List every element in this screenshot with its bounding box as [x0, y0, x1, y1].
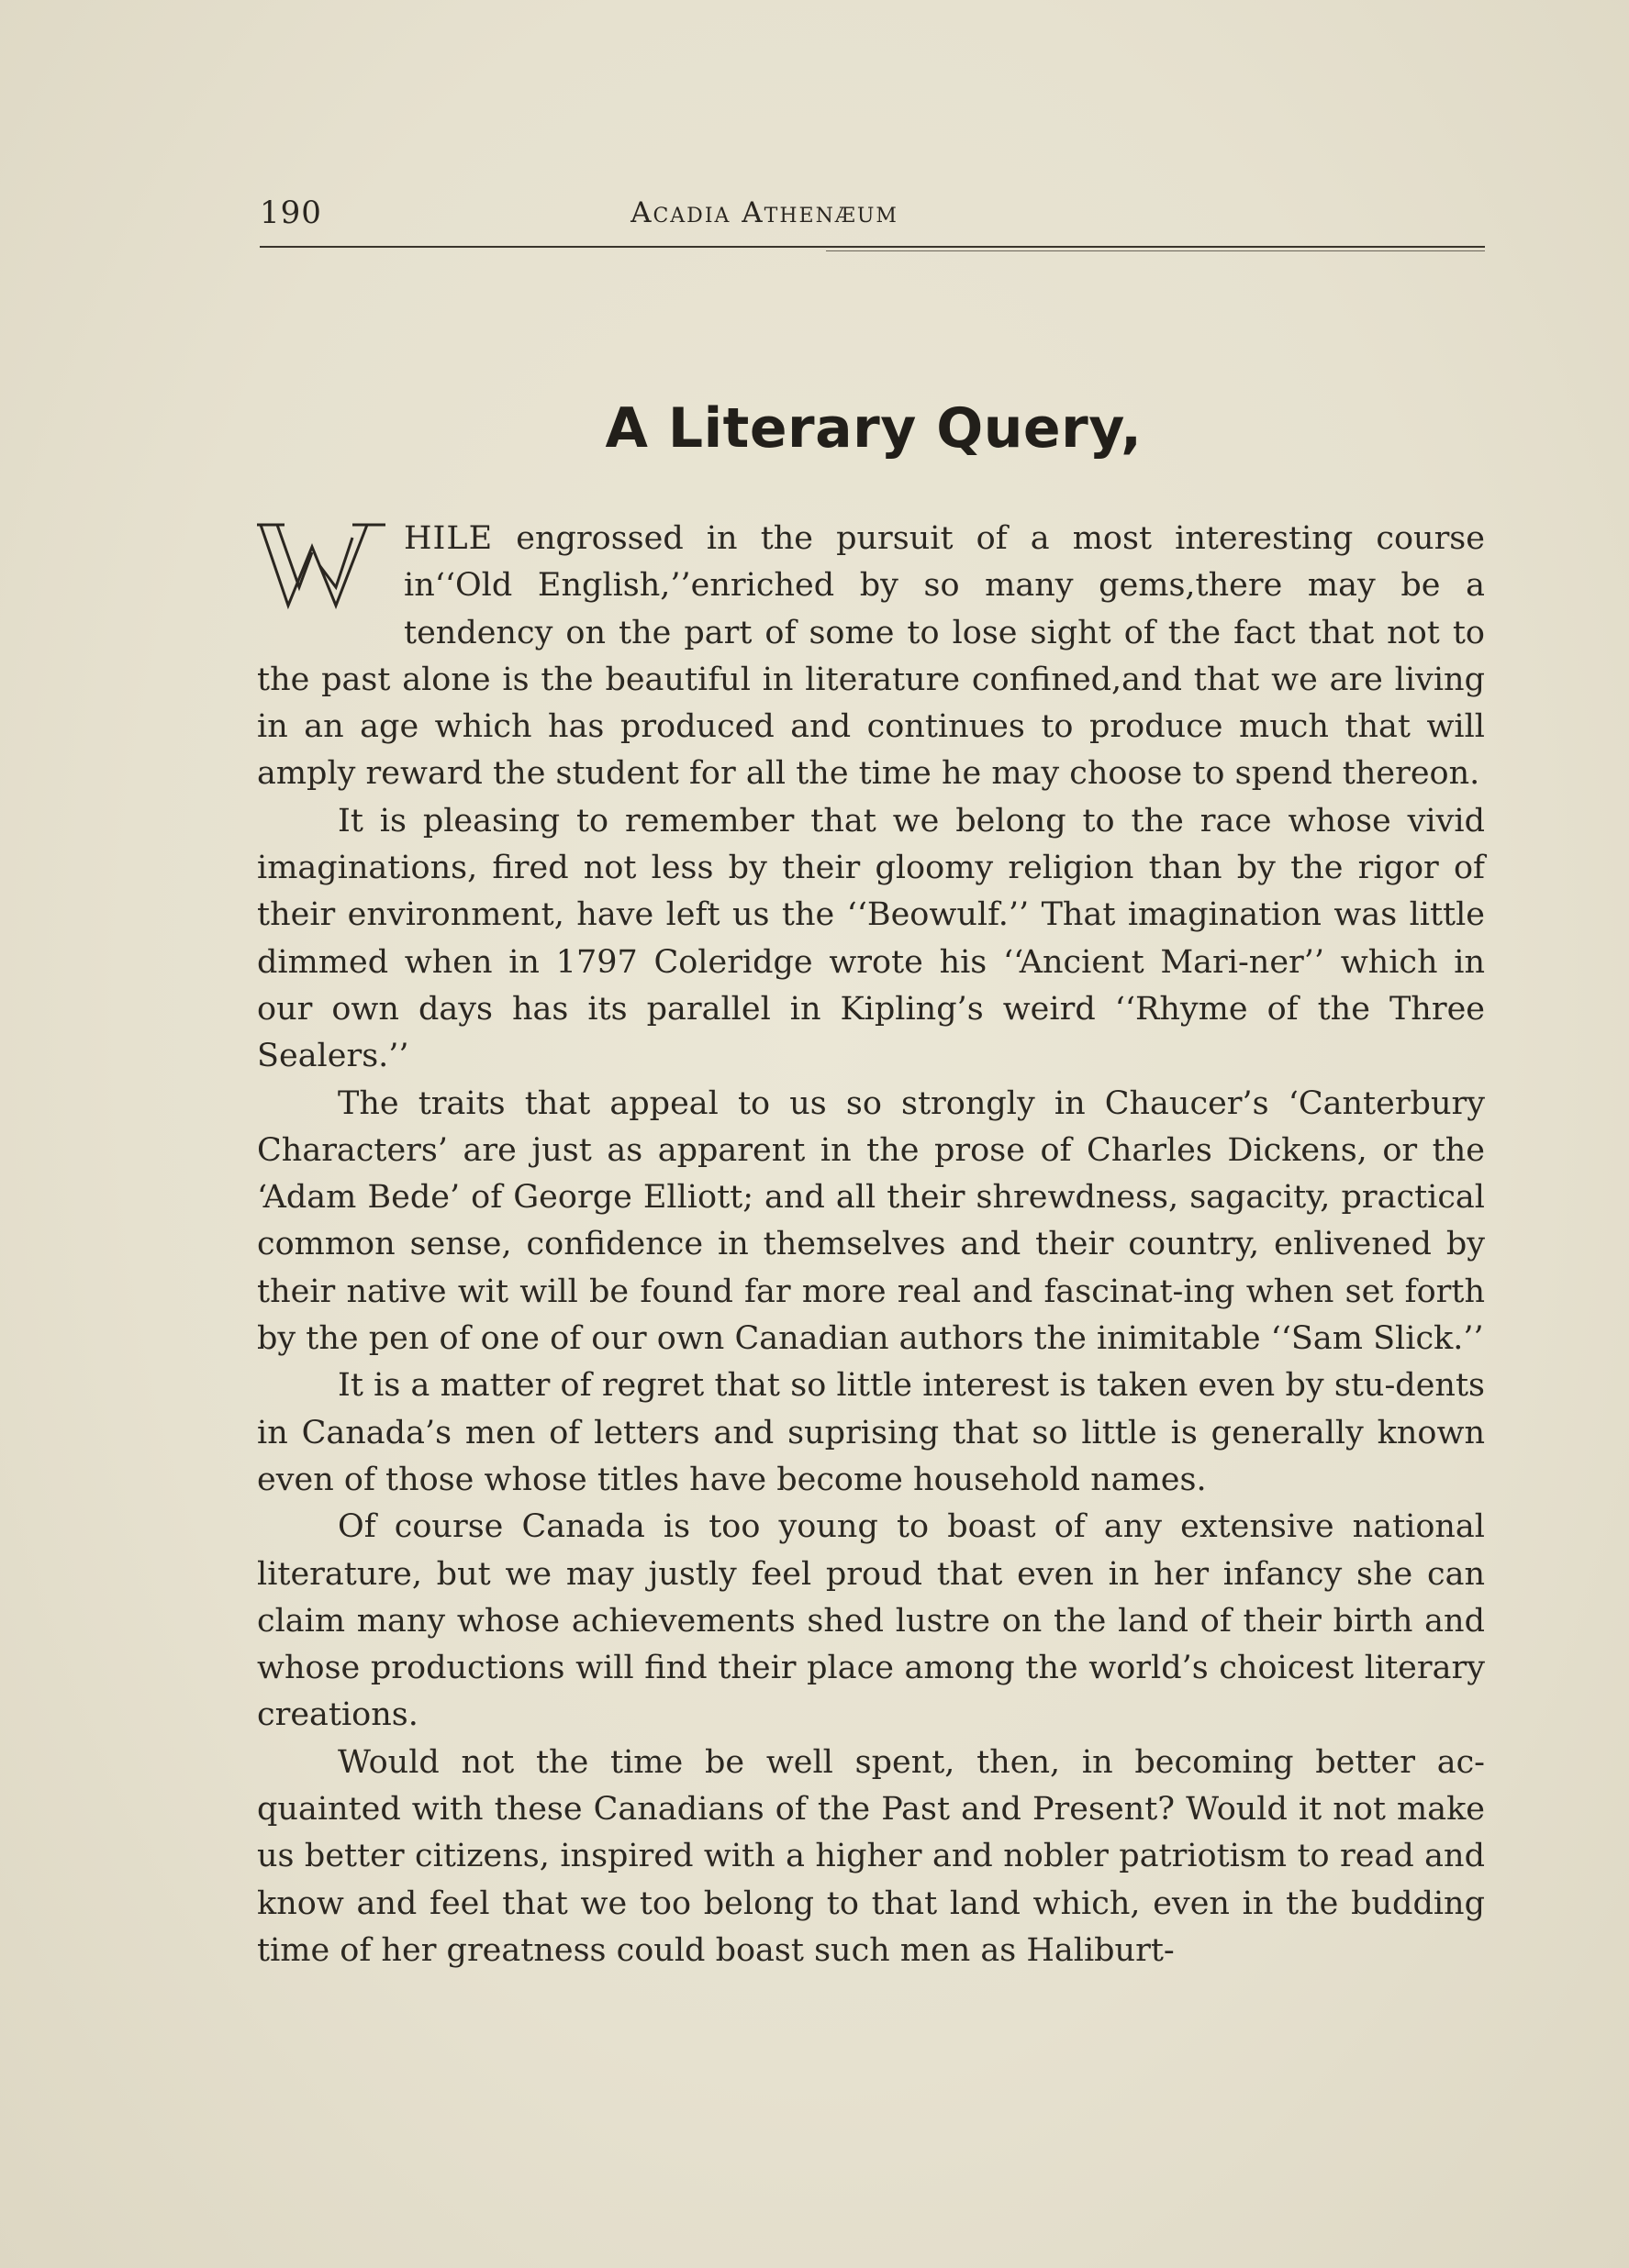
paragraph-1-text: engrossed in the pursuit of a most interesting course in‘‘Old English,’’enriched by so many gems,there may be a tendency on the part of some to lose sight of the fact that not to the past alone is the beautiful in literature confined,and that we are living in an age which has produced and continues to produce much that will amply reward the student for all the time he may choose to spend thereon.	[257, 520, 1485, 793]
header-rule-secondary	[826, 250, 1485, 251]
article-body	[257, 516, 1485, 1974]
paragraph-4: It is a matter of regret that so little interest is taken even by stu-dents in Canada’s men of letters and suprising that so little is generally known even of those whose titles have become household names.	[257, 1367, 1485, 1498]
paragraph-3: The traits that appeal to us so strongly in Chaucer’s ‘Canterbury Characters’ are just as apparent in the prose of Charles Dickens, or the ‘Adam Bede’ of George Elliott; and all their shrewdness, sagacity, practical common sense, confidence in themselves and their country, enlivened by their native wit will be found far more real and fascinat-ing when set forth by the pen of one of our own Canadian authors the inimitable ‘‘Sam Slick.’’	[257, 1084, 1485, 1358]
page-number: 190	[260, 195, 322, 231]
running-head	[260, 191, 1482, 237]
first-word-rest: HILE	[404, 520, 494, 557]
journal-title: Acadia Athenæum	[630, 196, 898, 229]
drop-cap-letter: W	[257, 519, 259, 520]
article-title: A Literary Query,	[605, 396, 1143, 461]
drop-cap-w	[257, 519, 395, 611]
header-rule	[260, 246, 1485, 248]
paragraph-6: Would not the time be well spent, then, in becoming better ac-quainted with these Canadians of the Past and Present? Would it not make us better citizens, inspired with a higher and nobler patriotism to read and know and feel that we too belong to that land which, even in the budding time of her greatness could boast such men as Haliburt-	[257, 1743, 1485, 1969]
paragraph-2: It is pleasing to remember that we belong to the race whose vivid imaginations, fired not less by their gloomy religion than by the rigor of their environment, have left us the ‘‘Beowulf.’’ That imagination was little dimmed when in 1797 Coleridge wrote his ‘‘Ancient Mari-ner’’ which in our own days has its parallel in Kipling’s weird ‘‘Rhyme of the Three Sealers.’’	[257, 802, 1485, 1075]
paragraph-1	[257, 516, 1485, 798]
paragraph-5: Of course Canada is too young to boast of any extensive national literature, but we may justly feel proud that even in her infancy she can claim many whose achievements shed lustre on the land of their birth and whose productions will find their place among the world’s choicest literary creations.	[257, 1508, 1485, 1734]
